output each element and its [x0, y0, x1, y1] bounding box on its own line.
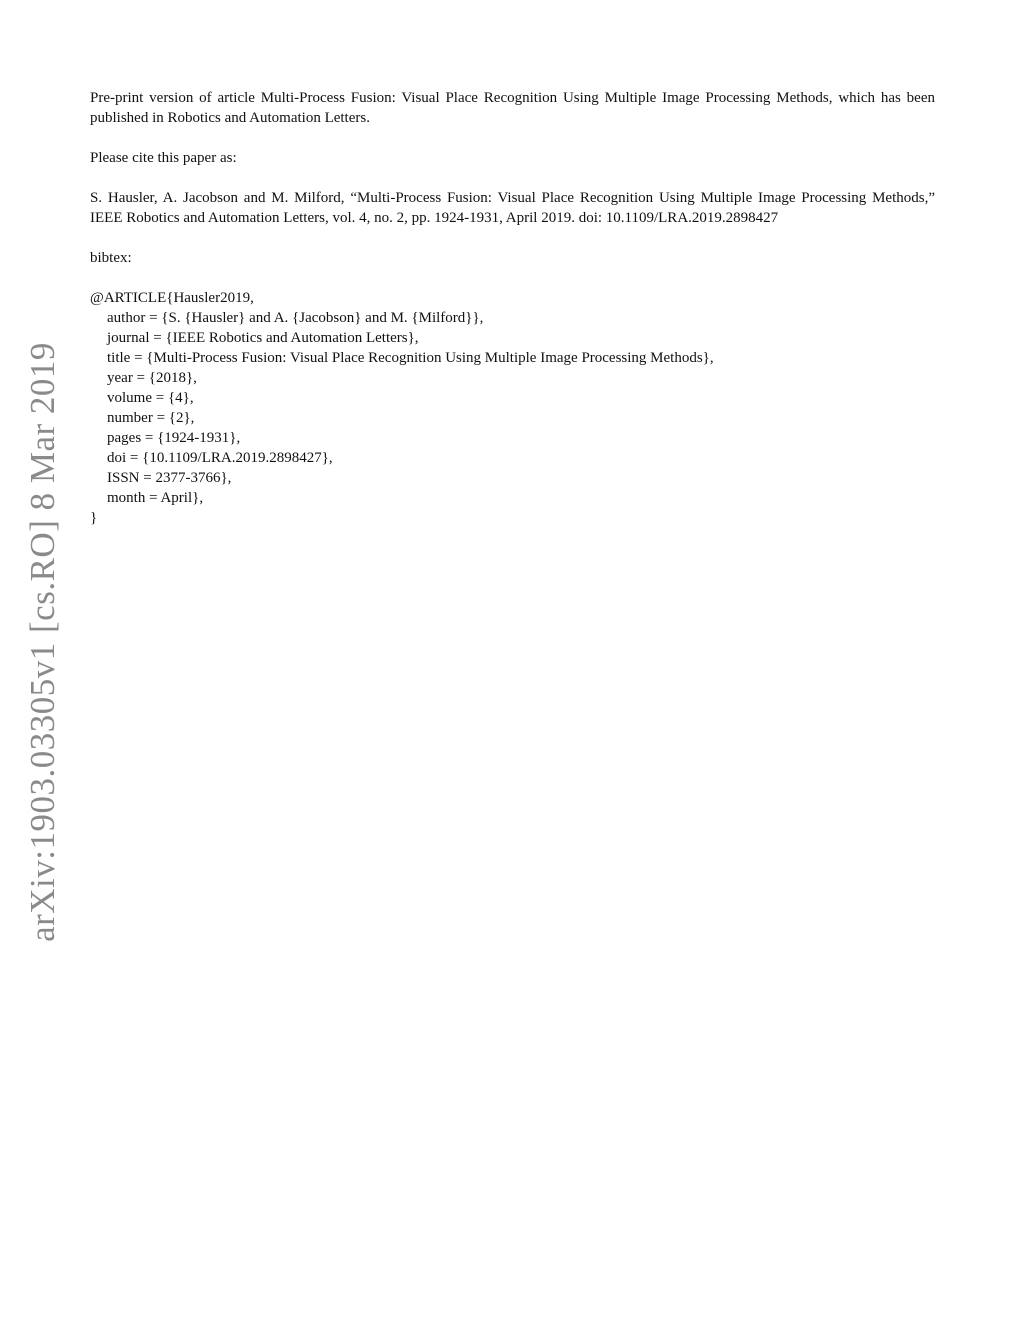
arxiv-identifier-stamp: arXiv:1903.03305v1 [cs.RO] 8 Mar 2019 — [23, 342, 62, 942]
bibtex-entry — [90, 288, 935, 528]
bibtex-label: bibtex: — [90, 250, 132, 266]
bibtex-field-number: number = {2}, — [107, 410, 195, 426]
bibtex-field-title: title = {Multi-Process Fusion: Visual Place Recognition Using Multiple Image Processing Methods}, — [107, 350, 714, 366]
bibtex-field-author: author = {S. {Hausler} and A. {Jacobson} and M. {Milford}}, — [107, 310, 484, 326]
bibtex-field-pages: pages = {1924-1931}, — [107, 430, 241, 446]
bibtex-close-line: } — [90, 510, 98, 526]
preprint-notice: Pre-print version of article Multi-Process Fusion: Visual Place Recognition Using Multiple Image Processing Methods, which has been published in Robotics and Automation Letters. — [90, 90, 935, 126]
bibtex-field-doi: doi = {10.1109/LRA.2019.2898427}, — [107, 450, 333, 466]
cite-prompt: Please cite this paper as: — [90, 150, 237, 166]
bibtex-open-line: @ARTICLE{Hausler2019, — [90, 290, 254, 306]
bibtex-field-volume: volume = {4}, — [107, 390, 194, 406]
citation-text: S. Hausler, A. Jacobson and M. Milford, “Multi-Process Fusion: Visual Place Recognition Using Multiple Image Processing Methods,” IEEE Robotics and Automation Letters, vol. 4, no. 2, pp. 1924-1931, April 2019. doi: 10.1109/LRA.2019.2898427 — [90, 190, 935, 226]
bibtex-field-issn: ISSN = 2377-3766}, — [107, 470, 232, 486]
bibtex-field-month: month = April}, — [107, 490, 204, 506]
page-content — [90, 88, 935, 528]
bibtex-field-year: year = {2018}, — [107, 370, 197, 386]
bibtex-field-journal: journal = {IEEE Robotics and Automation Letters}, — [107, 330, 419, 346]
